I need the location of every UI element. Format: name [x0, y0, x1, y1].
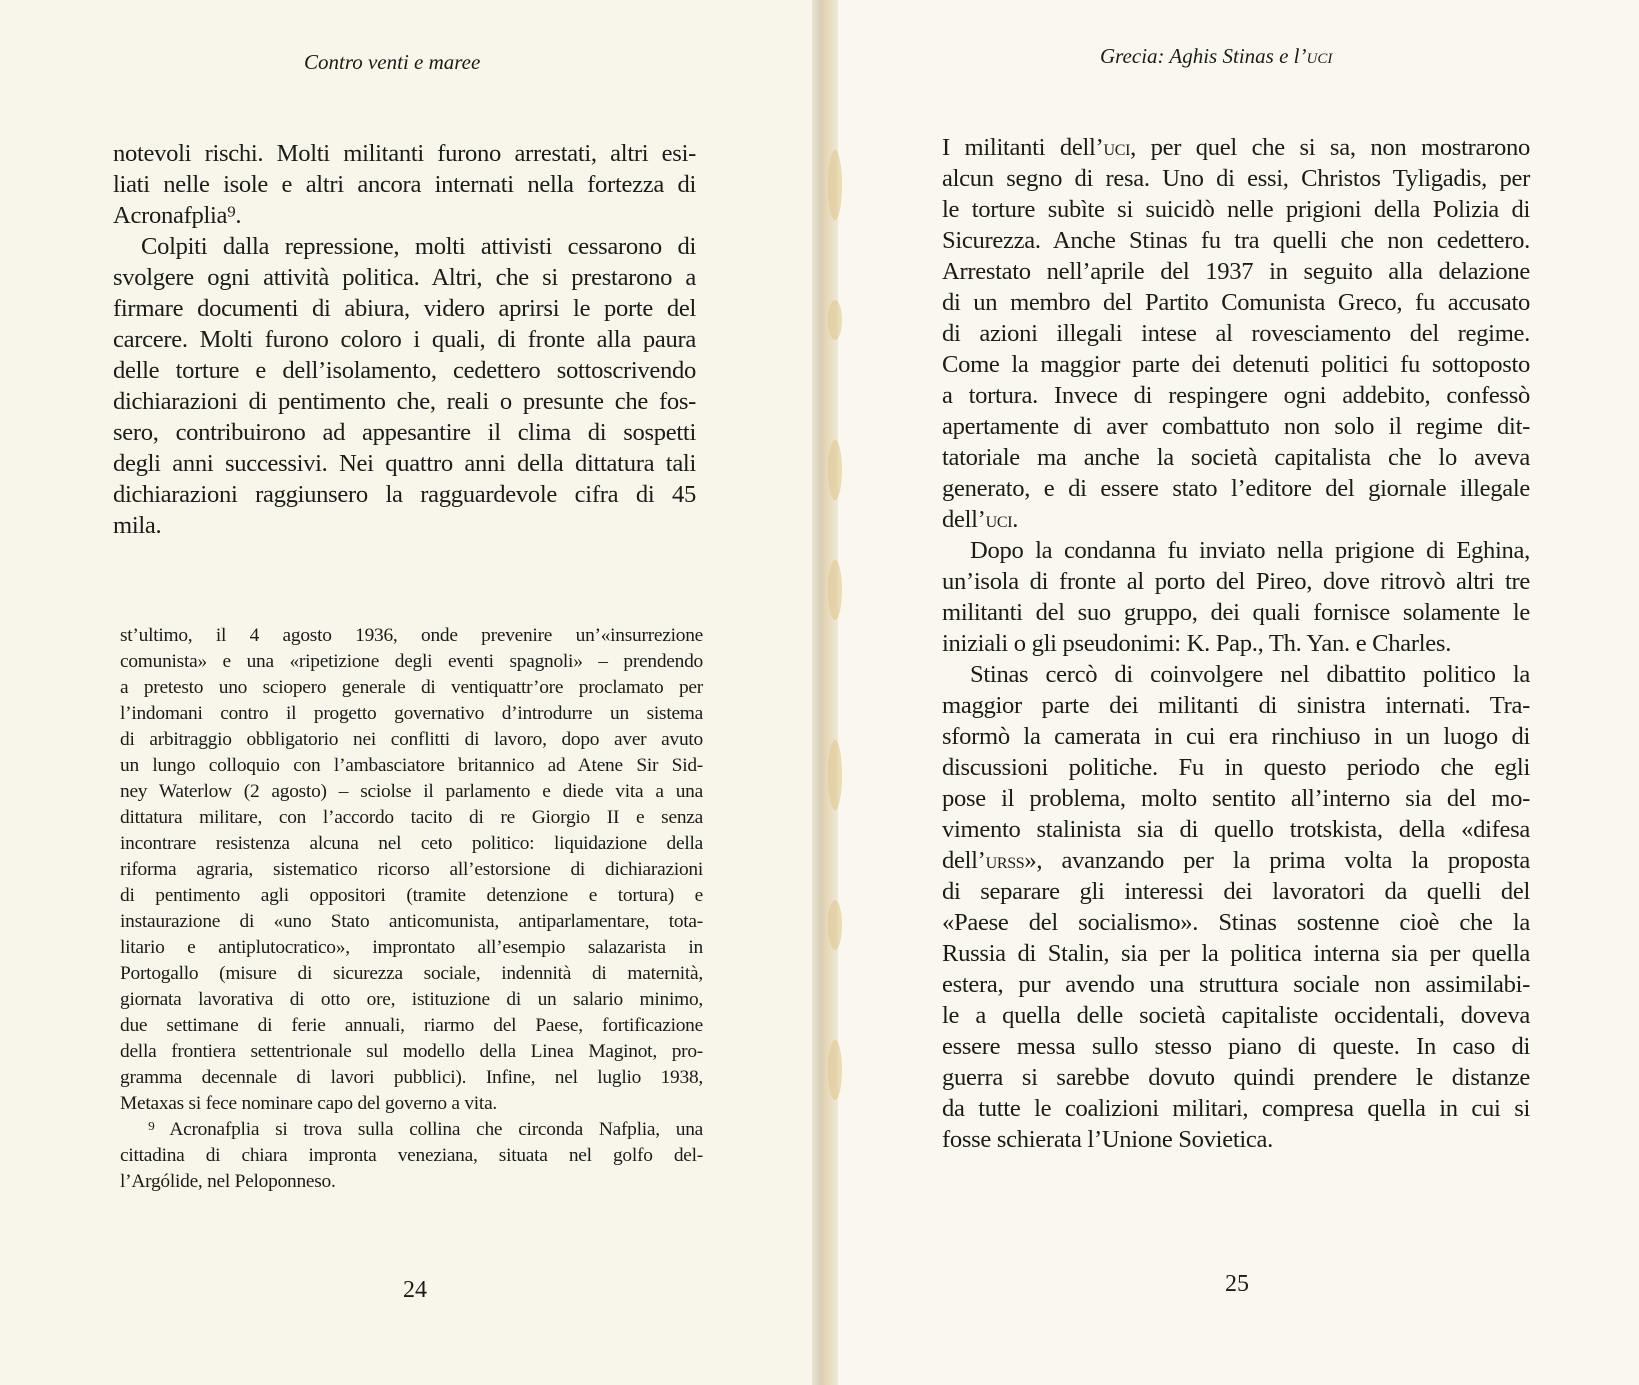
text-line: Russia di Stalin, sia per la politica interna sia per quella [942, 940, 1530, 967]
text-line: «Paese del socialismo». Stinas sostenne cioè che la [942, 909, 1530, 936]
text-line: della frontiera settentrionale sul modello della Linea Maginot, pro- [120, 1041, 703, 1062]
text-line: dell’uci. [942, 506, 1019, 533]
text-line: dittatura militare, con l’accordo tacito di re Giorgio II e senza [120, 807, 703, 828]
text-line: a tortura. Invece di respingere ogni addebito, confessò [942, 382, 1530, 409]
gutter-stain [828, 740, 842, 810]
running-head-text: Grecia: Aghis Stinas e l’ [1100, 44, 1307, 68]
right-running-head [1100, 44, 1332, 69]
text-line: sformò la camerata in cui era rinchiuso in un luogo di [942, 723, 1530, 750]
text-line: essere messa sullo stesso piano di queste. In caso di [942, 1033, 1530, 1060]
text-line: generato, e di essere stato l’editore del giornale illegale [942, 475, 1530, 502]
text-line: gramma decennale di lavori pubblici). Infine, nel luglio 1938, [120, 1067, 703, 1088]
text-line: incontrare resistenza alcuna nel ceto politico: liquidazione della [120, 833, 703, 854]
text-line: di pentimento agli oppositori (tramite detenzione e tortura) e [120, 885, 703, 906]
right-page-number: 25 [1225, 1271, 1249, 1297]
text-line: apertamente di aver combattuto non solo il regime dit- [942, 413, 1530, 440]
text-line: di un membro del Partito Comunista Greco, fu accusato [942, 289, 1530, 316]
left-body-text [113, 138, 696, 541]
text-line: mila. [113, 512, 162, 539]
text-line: estera, pur avendo una struttura sociale non assimilabi- [942, 971, 1530, 998]
text-line: militanti del suo gruppo, dei quali fornisce solamente le [942, 599, 1530, 626]
text-line: litario e antiplutocratico», improntato all’esempio salazarista in [120, 937, 703, 958]
left-running-head: Contro venti e maree [304, 50, 481, 74]
text-line: ney Waterlow (2 agosto) – sciolse il parlamento e diede vita a una [120, 781, 703, 802]
text-line: dichiarazioni di pentimento che, reali o presunte che fos- [113, 388, 696, 415]
text-line: Sicurezza. Anche Stinas fu tra quelli che non cedettero. [942, 227, 1530, 254]
text-line: a pretesto uno sciopero generale di ventiquattr’ore proclamato per [120, 677, 703, 698]
text-line: sero, contribuirono ad appesantire il clima di sospetti [113, 419, 696, 446]
text-line: guerra si sarebbe dovuto quindi prendere le distanze [942, 1064, 1530, 1091]
text-line: ⁹ Acronafplia si trova sulla collina che circonda Nafplia, una [148, 1119, 703, 1140]
gutter-stain [828, 150, 842, 220]
text-line: alcun segno di resa. Uno di essi, Christos Tyligadis, per [942, 165, 1530, 192]
text-line: le torture subìte si suicidò nelle prigioni della Polizia di [942, 196, 1530, 223]
gutter-stain [828, 1040, 842, 1100]
text-line: instaurazione di «uno Stato anticomunista, antiparlamentare, tota- [120, 911, 703, 932]
text-line: iniziali o gli pseudonimi: K. Pap., Th. Yan. e Charles. [942, 630, 1452, 657]
text-line: I militanti dell’uci, per quel che si sa, non mostrarono [942, 134, 1531, 161]
text-line: svolgere ogni attività politica. Altri, che si prestarono a [113, 264, 696, 291]
text-line: Arrestato nell’aprile del 1937 in seguito alla delazione [942, 258, 1530, 285]
text-line: un’isola di fronte al porto del Pireo, dove ritrovò altri tre [942, 568, 1530, 595]
text-line: Acronafplia⁹. [113, 202, 242, 229]
running-head-acronym: uci [1306, 44, 1333, 68]
text-line: liati nelle isole e altri ancora internati nella fortezza di [113, 171, 696, 198]
text-line: un lungo colloquio con l’ambasciatore britannico ad Atene Sir Sid- [120, 755, 703, 776]
gutter-stain [828, 440, 842, 500]
text-line: maggior parte dei militanti di sinistra internati. Tra- [942, 692, 1530, 719]
text-line: notevoli rischi. Molti militanti furono arrestati, altri esi- [113, 140, 696, 167]
text-line: di arbitraggio obbligatorio nei conflitti di lavoro, dopo aver avuto [120, 729, 703, 750]
gutter-stain [828, 560, 842, 620]
text-line: di separare gli interessi dei lavoratori da quelli del [942, 878, 1530, 905]
text-line: tatoriale ma anche la società capitalista che lo aveva [942, 444, 1530, 471]
right-body-text [942, 132, 1530, 1155]
text-line: Dopo la condanna fu inviato nella prigione di Eghina, [970, 537, 1530, 564]
text-line: due settimane di ferie annuali, riarmo del Paese, fortificazione [120, 1015, 703, 1036]
gutter-stain [828, 300, 842, 340]
left-page-number: 24 [403, 1277, 427, 1303]
text-line: Metaxas si fece nominare capo del governo a vita. [120, 1093, 498, 1114]
text-line: dell’urss», avanzando per la prima volta la proposta [942, 847, 1530, 874]
text-line: le a quella delle società capitaliste occidentali, doveva [942, 1002, 1530, 1029]
text-line: Stinas cercò di coinvolgere nel dibattito politico la [970, 661, 1530, 688]
text-line: pose il problema, molto sentito all’interno sia del mo- [942, 785, 1530, 812]
text-line: degli anni successivi. Nei quattro anni della dittatura tali [113, 450, 696, 477]
text-line: Colpiti dalla repressione, molti attivisti cessarono di [141, 233, 696, 260]
text-line: discussioni politiche. Fu in questo periodo che egli [942, 754, 1530, 781]
text-line: comunista» e una «ripetizione degli eventi spagnoli» – prendendo [120, 651, 703, 672]
text-line: st’ultimo, il 4 agosto 1936, onde prevenire un’«insurrezione [120, 625, 703, 646]
text-line: vimento stalinista sia di quello trotskista, della «difesa [942, 816, 1530, 843]
text-line: dichiarazioni raggiunsero la ragguardevole cifra di 45 [113, 481, 696, 508]
text-line: di azioni illegali intese al rovesciamento del regime. [942, 320, 1530, 347]
text-line: Come la maggior parte dei detenuti politici fu sottoposto [942, 351, 1530, 378]
text-line: giornata lavorativa di otto ore, istituzione di un salario minimo, [120, 989, 703, 1010]
text-line: cittadina di chiara impronta veneziana, situata nel golfo del- [120, 1145, 703, 1166]
left-footnotes [120, 623, 703, 1195]
text-line: fosse schierata l’Unione Sovietica. [942, 1126, 1273, 1153]
text-line: firmare documenti di abiura, videro aprirsi le porte del [113, 295, 696, 322]
gutter-stain [828, 900, 842, 950]
text-line: l’indomani contro il progetto governativo d’introdurre un sistema [120, 703, 703, 724]
text-line: da tutte le coalizioni militari, compresa quella in cui si [942, 1095, 1530, 1122]
text-line: carcere. Molti furono coloro i quali, di fronte alla paura [113, 326, 696, 353]
text-line: Portogallo (misure di sicurezza sociale, indennità di maternità, [120, 963, 703, 984]
text-line: delle torture e dell’isolamento, cedettero sottoscrivendo [113, 357, 696, 384]
text-line: l’Argólide, nel Peloponneso. [120, 1171, 336, 1192]
text-line: riforma agraria, sistematico ricorso all’estorsione di dichiarazioni [120, 859, 703, 880]
